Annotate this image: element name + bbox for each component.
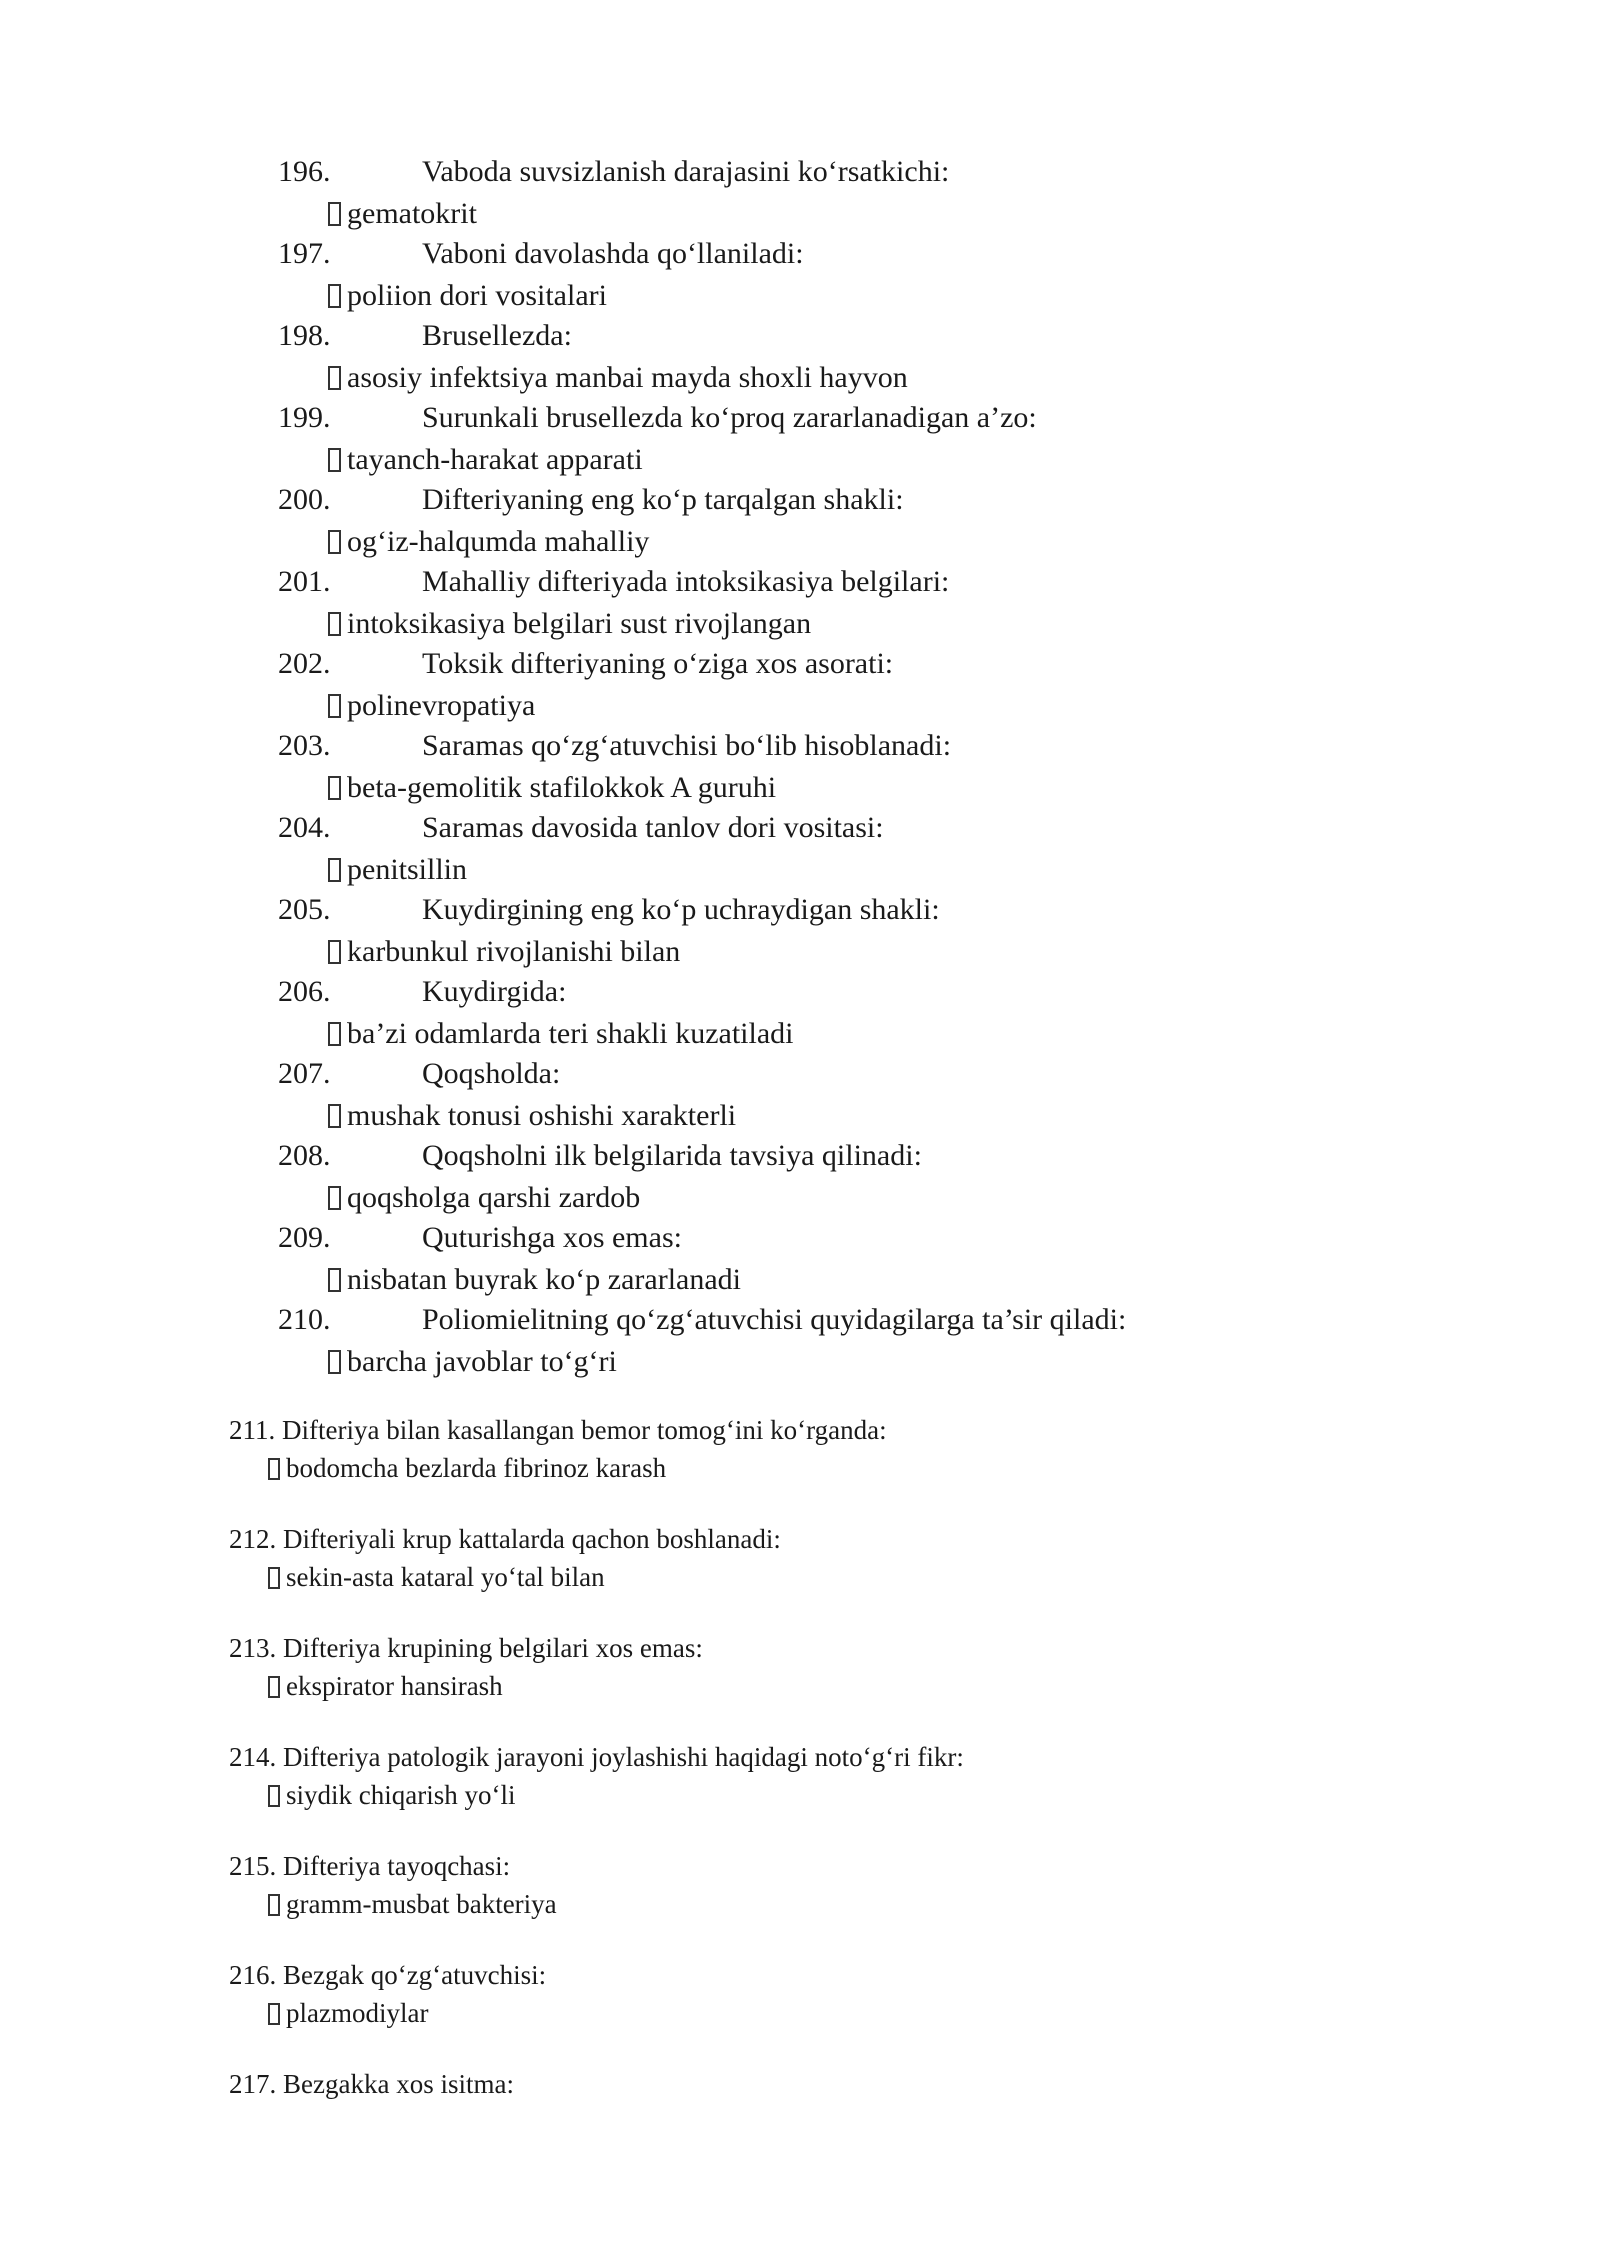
answer-197 [328,276,607,316]
question-number: 208. [278,1139,331,1172]
question-212 [229,1521,781,1557]
question-205 [278,890,940,930]
checkbox-icon [268,1785,280,1807]
question-200 [278,480,904,520]
question-217 [229,2066,514,2102]
question-text: Poliomielitning qo‘zg‘atuvchisi quyidagilarga ta’sir qiladi: [422,1303,1127,1336]
answer-203 [328,768,776,808]
answer-text: siydik chiqarish yo‘li [286,1780,516,1810]
checkbox-icon [328,366,341,390]
answer-212 [268,1559,605,1595]
question-209 [278,1218,682,1258]
question-207 [278,1054,560,1094]
question-number: 196. [278,155,331,188]
answer-210 [328,1342,617,1382]
question-197 [278,234,804,274]
question-211 [229,1412,887,1448]
question-text: Toksik difteriyaning o‘ziga xos asorati: [422,647,894,680]
answer-text: barcha javoblar to‘g‘ri [347,1345,617,1378]
answer-text: sekin-asta kataral yo‘tal bilan [286,1562,605,1592]
question-text: Saramas qo‘zg‘atuvchisi bo‘lib hisoblanadi: [422,729,952,762]
question-text: Qoqsholni ilk belgilarida tavsiya qilinadi: [422,1139,922,1172]
checkbox-icon [328,1186,341,1210]
answer-209 [328,1260,741,1300]
answer-text: beta-gemolitik stafilokkok A guruhi [347,771,777,804]
answer-207 [328,1096,736,1136]
answer-text: gramm-musbat bakteriya [286,1889,557,1919]
answer-211 [268,1450,666,1486]
question-number: 203. [278,729,331,762]
checkbox-icon [328,202,341,226]
answer-215 [268,1886,557,1922]
answer-196 [328,194,477,234]
question-text: Kuydirgining eng ko‘p uchraydigan shakli: [422,893,940,926]
question-number: 202. [278,647,331,680]
question-text: Saramas davosida tanlov dori vositasi: [422,811,884,844]
question-text: 212. Difteriyali krup kattalarda qachon boshlanadi: [229,1524,781,1554]
question-text: 216. Bezgak qo‘zg‘atuvchisi: [229,1960,547,1990]
checkbox-icon [328,1104,341,1128]
question-number: 201. [278,565,331,598]
question-204 [278,808,884,848]
answer-text: og‘iz-halqumda mahalliy [347,525,650,558]
answer-206 [328,1014,793,1054]
checkbox-icon [328,776,341,800]
question-text: Qoqsholda: [422,1057,561,1090]
answer-205 [328,932,680,972]
question-210 [278,1300,1126,1340]
checkbox-icon [328,612,341,636]
checkbox-icon [328,284,341,308]
question-196 [278,152,949,192]
answer-text: ba’zi odamlarda teri shakli kuzatiladi [347,1017,794,1050]
answer-text: poliion dori vositalari [347,279,607,312]
question-number: 204. [278,811,331,844]
answer-text: mushak tonusi oshishi xarakterli [347,1099,737,1132]
question-text: 217. Bezgakka xos isitma: [229,2069,514,2099]
question-199 [278,398,1037,438]
answer-204 [328,850,467,890]
question-number: 197. [278,237,331,270]
answer-text: polinevropatiya [347,689,536,722]
answer-text: nisbatan buyrak ko‘p zararlanadi [347,1263,741,1296]
question-number: 199. [278,401,331,434]
answer-text: asosiy infektsiya manbai mayda shoxli hayvon [347,361,908,394]
answer-text: karbunkul rivojlanishi bilan [347,935,681,968]
question-number: 206. [278,975,331,1008]
question-number: 209. [278,1221,331,1254]
question-text: 214. Difteriya patologik jarayoni joylashishi haqidagi noto‘g‘ri fikr: [229,1742,964,1772]
answer-text: tayanch-harakat apparati [347,443,643,476]
question-198 [278,316,572,356]
answer-text: penitsillin [347,853,467,886]
question-215 [229,1848,510,1884]
question-text: Quturishga xos emas: [422,1221,682,1254]
question-text: Vaboda suvsizlanish darajasini ko‘rsatkichi: [422,155,950,188]
answer-text: intoksikasiya belgilari sust rivojlangan [347,607,812,640]
answer-202 [328,686,535,726]
question-203 [278,726,951,766]
question-214 [229,1739,964,1775]
answer-text: ekspirator hansirash [286,1671,503,1701]
question-number: 207. [278,1057,331,1090]
checkbox-icon [268,1894,280,1916]
answer-198 [328,358,908,398]
question-206 [278,972,566,1012]
answer-201 [328,604,811,644]
answer-text: gematokrit [347,197,477,230]
checkbox-icon [268,2003,280,2025]
question-text: Difteriyaning eng ko‘p tarqalgan shakli: [422,483,904,516]
checkbox-icon [328,940,341,964]
question-202 [278,644,893,684]
question-number: 205. [278,893,331,926]
checkbox-icon [268,1567,280,1589]
question-text: Brusellezda: [422,319,572,352]
checkbox-icon [328,530,341,554]
question-number: 210. [278,1303,331,1336]
question-number: 200. [278,483,331,516]
question-text: 211. Difteriya bilan kasallangan bemor tomog‘ini ko‘rganda: [229,1415,887,1445]
question-text: 213. Difteriya krupining belgilari xos emas: [229,1633,703,1663]
question-text: Surunkali brusellezda ko‘proq zararlanadigan a’zo: [422,401,1037,434]
answer-213 [268,1668,503,1704]
question-216 [229,1957,546,1993]
checkbox-icon [328,1268,341,1292]
answer-text: qoqsholga qarshi zardob [347,1181,641,1214]
question-208 [278,1136,922,1176]
answer-199 [328,440,643,480]
answer-214 [268,1777,515,1813]
question-text: Kuydirgida: [422,975,567,1008]
checkbox-icon [328,694,341,718]
answer-text: bodomcha bezlarda fibrinoz karash [286,1453,667,1483]
answer-216 [268,1995,428,2031]
question-text: Mahalliy difteriyada intoksikasiya belgilari: [422,565,950,598]
checkbox-icon [328,1022,341,1046]
question-201 [278,562,949,602]
checkbox-icon [328,1350,341,1374]
answer-200 [328,522,649,562]
answer-208 [328,1178,640,1218]
question-text: Vaboni davolashda qo‘llaniladi: [422,237,804,270]
question-text: 215. Difteriya tayoqchasi: [229,1851,511,1881]
checkbox-icon [268,1676,280,1698]
question-number: 198. [278,319,331,352]
checkbox-icon [328,448,341,472]
checkbox-icon [328,858,341,882]
checkbox-icon [268,1458,280,1480]
question-213 [229,1630,703,1666]
answer-text: plazmodiylar [286,1998,429,2028]
